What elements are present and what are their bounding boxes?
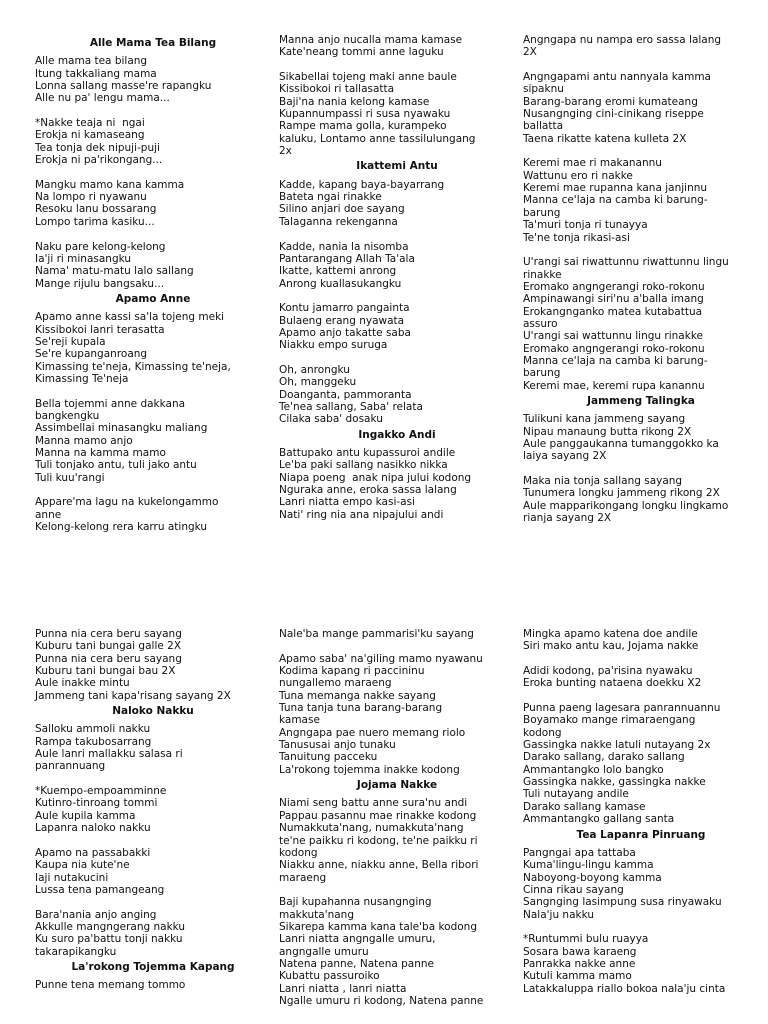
lyric-line: anne <box>35 508 62 521</box>
lyric-line: Maka nia tonja sallang sayang <box>523 475 683 488</box>
lyric-line: Nama' matu-matu lalo sallang <box>35 265 194 278</box>
lyric-line: Manna mamo anjo <box>35 434 133 447</box>
lyric-line: rinakke <box>523 268 562 281</box>
lyric-line: Kissibokoi ri tallasatta <box>279 83 395 96</box>
lyric-line: Niakku empo suruga <box>279 339 388 352</box>
lyric-line: Ta'muri tonja ri tunayya <box>523 219 648 232</box>
column-top-right <box>523 34 759 524</box>
lyric-line: Battupako antu kupassuroi andile <box>279 447 456 459</box>
lyric-line: Angngapami antu nannyala kamma <box>523 71 711 84</box>
lyric-line: barung <box>523 206 561 219</box>
lyric-line: Ikatte, kattemi anrong <box>279 265 397 278</box>
lyric-line: Eromako angngerangi roko-rokonu <box>523 280 705 293</box>
lyric-line: bangkengku <box>35 409 100 422</box>
lyric-line: Te'ne tonja rikasi-asi <box>523 231 630 244</box>
lyric-line: Angngapa nu nampa ero sassa lalang <box>523 34 722 46</box>
lyric-line: te'ne paikku ri kodong, te'ne paikku ri <box>279 834 478 847</box>
lyric-line: Kubattu passuroiko <box>279 970 380 983</box>
song-title: Ikattemi Antu <box>356 160 438 173</box>
stanza-gap <box>279 352 515 364</box>
stanza-gap <box>35 835 271 847</box>
lyric-line: Oh, anrongku <box>279 363 350 376</box>
lyric-line: Cinna rikau sayang <box>523 883 624 896</box>
lyric-line: Latakkaluppa riallo bokoa nala'ju cinta <box>523 982 726 995</box>
column-bottom-right <box>523 628 759 995</box>
stanza-gap <box>35 484 271 496</box>
lyric-line: Kadde, kapang baya-bayarrang <box>279 178 445 191</box>
lyric-line: Tuna memanga nakke sayang <box>279 689 436 702</box>
lyric-line: Tuli kuu'rangi <box>35 471 105 484</box>
lyric-line: Lussa tena pamangeang <box>35 883 165 896</box>
lyric-line: Assimbellai minasangku maliang <box>35 422 208 435</box>
lyric-line: Apamo saba' na'giling mamo nyawanu <box>279 652 483 665</box>
lyric-line: Aule mapparikongang longku lingkamo <box>523 499 729 512</box>
lyric-line: assuro <box>523 317 558 330</box>
lyric-line: Mange rijulu bangsaku... <box>35 277 165 290</box>
lyric-line: Nati' ring nia ana nipajului andi <box>279 508 444 521</box>
lyric-line: Kuburu tani bungai bau 2X <box>35 665 176 678</box>
lyric-line: Eroka bunting nataena doekku X2 <box>523 677 702 690</box>
stanza-gap <box>523 145 759 157</box>
lyric-line: kamase <box>279 714 320 727</box>
lyric-line: Eromako angngerangi roko-rokonu <box>523 342 705 355</box>
lyric-line: Keremi mae, keremi rupa kanannu <box>523 379 705 392</box>
lyric-line: Panrakka nakke anne <box>523 957 636 970</box>
stanza-gap <box>523 921 759 933</box>
lyric-line: Itung takkaliang mama <box>35 67 157 80</box>
lyric-line: Punna nia cera beru sayang <box>35 628 182 640</box>
lyric-line: Barang-barang eromi kumateang <box>523 95 698 108</box>
stanza-gap <box>35 166 271 178</box>
lyric-line: Tuli nutayang andile <box>523 788 629 801</box>
lyric-line: Niami seng battu anne sura'nu andi <box>279 797 468 810</box>
lyric-line: Lompo tarima kasiku... <box>35 215 155 228</box>
lyric-line: kodong <box>279 846 318 859</box>
lyric-line: takarapikangku <box>35 945 117 958</box>
lyric-line: Adidi kodong, pa'risina nyawaku <box>523 665 693 678</box>
column-bottom-left <box>35 628 271 992</box>
lyric-line: Pappau pasannu mae rinakke kodong <box>279 809 477 822</box>
lyric-line: Naku pare kelong-kelong <box>35 240 166 253</box>
lyric-line: Nale'ba mange pammarisi'ku sayang <box>279 628 474 640</box>
lyric-line: Jammeng tani kapa'risang sayang 2X <box>35 689 231 702</box>
stanza-gap <box>523 244 759 256</box>
lyric-line: Lapanra naloko nakku <box>35 822 151 835</box>
lyric-line: Lanri niatta , lanri niatta <box>279 982 407 995</box>
lyric-line: Gassingka nakke, gassingka nakke <box>523 776 706 789</box>
stanza-gap <box>523 690 759 702</box>
lyric-line: Tanususai anjo tunaku <box>279 739 396 752</box>
lyric-line: Kissibokoi lanri terasatta <box>35 323 165 336</box>
lyric-line: Tuli tonjako antu, tuli jako antu <box>35 459 197 472</box>
lyric-line: ballatta <box>523 120 564 133</box>
lyric-line: Silino anjari doe sayang <box>279 203 405 216</box>
lyric-line: Tea tonja dek nipuji-puji <box>35 141 160 154</box>
lyric-line: barung <box>523 367 561 380</box>
lyric-line: Lanri niatta angngalle umuru, <box>279 933 436 946</box>
lyric-line: Wattunu ero ri nakke <box>523 169 633 182</box>
lyric-line: Kimassing te'neja, Kimassing te'neja, <box>35 360 231 373</box>
lyric-line: angngalle umuru <box>279 945 369 958</box>
lyric-line: Rampe mama golla, kurampeko <box>279 120 447 133</box>
lyric-line: Darako sallang kamase <box>523 800 646 813</box>
lyric-line: Kadde, nania la nisomba <box>279 240 409 253</box>
lyric-line: Aule kupila kamma <box>35 809 136 822</box>
stanza-gap <box>35 773 271 785</box>
lyric-line: Le'ba paki sallang nasikko nikka <box>279 459 448 472</box>
lyric-line: Ia'ji ri minasangku <box>35 252 132 265</box>
lyric-line: Gassingka nakke latuli nutayang 2x <box>523 739 711 752</box>
lyric-line: Kelong-kelong rera karru atingku <box>35 521 208 534</box>
lyric-line: Kaupa nia kute'ne <box>35 859 130 872</box>
lyric-line: Bella tojemmi anne dakkana <box>35 397 186 410</box>
lyric-line: Pangngai apa tattaba <box>523 846 636 859</box>
lyric-line: nungallemo maraeng <box>279 677 392 690</box>
lyric-line: Kontu jamarro pangainta <box>279 302 410 315</box>
lyric-line: Alle nu pa' lengu mama... <box>35 92 170 105</box>
lyric-line: Baji kupahanna nusangnging <box>279 896 432 909</box>
lyric-line: Alle mama tea bilang <box>35 55 148 68</box>
column-top-middle <box>279 34 515 521</box>
lyric-line: Aule panggaukanna tumanggokko ka <box>523 438 719 450</box>
lyric-line: Manna anjo nucalla mama kamase <box>279 34 463 46</box>
lyric-line: panrannuang <box>35 760 106 773</box>
lyric-line: Aule lanri mallakku salasa ri <box>35 748 183 761</box>
lyric-line: Keremi mae rupanna kana janjinnu <box>523 182 708 195</box>
lyric-line: Iaji nutakucini <box>35 871 109 884</box>
stanza-gap <box>279 884 515 896</box>
lyric-line: Sikabellai tojeng maki anne baule <box>279 71 457 84</box>
lyric-line: Rampa takubosarrang <box>35 735 152 748</box>
song-title: Alle Mama Tea Bilang <box>89 37 217 49</box>
lyric-line: Aule inakke mintu <box>35 677 130 690</box>
song-title: Jammeng Talingka <box>587 394 695 407</box>
lyric-line: Bulaeng erang nyawata <box>279 314 405 327</box>
lyric-line: Kuburu tani bungai galle 2X <box>35 640 182 653</box>
stanza-gap <box>523 463 759 475</box>
lyric-line: Nala'ju nakku <box>523 908 595 921</box>
lyric-line: Tunumera longku jammeng rikong 2X <box>523 487 720 500</box>
lyric-line: Punne tena memang tommo <box>35 979 186 992</box>
stanza-gap <box>523 59 759 71</box>
lyric-line: Erokangnganko matea kutabattua <box>523 305 703 318</box>
lyric-line: 2X <box>523 46 537 59</box>
lyric-line: Se'reji kupala <box>35 335 106 348</box>
lyric-line: Manna na kamma mamo <box>35 447 166 459</box>
lyric-line: Kimassing Te'neja <box>35 372 129 385</box>
lyric-line: Nusangnging cini-cinikang riseppe <box>523 108 704 121</box>
lyric-line: Kodima kapang ri paccininu <box>279 665 425 678</box>
lyric-line: Apamo anne kassi sa'la tojeng meki <box>35 311 225 324</box>
lyric-line: Mangku mamo kana kamma <box>35 178 185 191</box>
stanza-gap <box>279 59 515 71</box>
song-title: Tea Lapanra Pinruang <box>576 828 706 841</box>
lyric-line: kodong <box>523 726 562 739</box>
stanza-gap <box>35 385 271 397</box>
lyric-line: Bateta ngai rinakke <box>279 191 382 204</box>
lyric-line: rianja sayang 2X <box>523 512 612 525</box>
stanza-gap <box>279 290 515 302</box>
lyric-line: Niakku anne, niakku anne, Bella ribori <box>279 859 479 872</box>
lyric-line: Naboyong-boyong kamma <box>523 871 662 884</box>
lyric-line: Ampinawangi siri'nu a'balla imang <box>523 293 704 306</box>
lyric-line: Kutuli kamma mamo <box>523 970 632 983</box>
lyric-line: Cilaka saba' dosaku <box>279 413 383 426</box>
lyric-line: Kupannumpassi ri susa nyawaku <box>279 108 451 121</box>
lyric-line: Anrong kuallasukangku <box>279 277 402 290</box>
lyric-line: Resoku lanu bossarang <box>35 203 157 216</box>
lyric-line: Siri mako antu kau, Jojama nakke <box>523 640 699 653</box>
stanza-gap <box>35 228 271 240</box>
lyric-line: La'rokong tojemma inakke kodong <box>279 763 460 776</box>
stanza-gap <box>35 896 271 908</box>
song-title: Ingakko Andi <box>358 428 436 441</box>
lyric-line: maraeng <box>279 871 327 884</box>
lyric-line: *Runtummi bulu ruayya <box>523 933 649 946</box>
lyric-line: Nipau manaung butta rikong 2X <box>523 425 692 438</box>
lyric-line: Mingka apamo katena doe andile <box>523 628 698 640</box>
lyric-line: Apamo anjo takatte saba <box>279 326 411 339</box>
lyric-line: laiya sayang 2X <box>523 450 607 463</box>
lyric-line: sipaknu <box>523 83 564 96</box>
lyric-line: 2x <box>279 145 292 158</box>
lyric-line: Erokja ni kamaseang <box>35 129 145 142</box>
lyric-line: *Kuempo-empoamminne <box>35 785 167 798</box>
lyric-line: Apamo na passabakki <box>35 846 151 859</box>
lyric-line: Pantarangang Allah Ta'ala <box>279 252 415 265</box>
lyric-line: Kate'neang tommi anne laguku <box>279 46 444 59</box>
lyric-line: Boyamako mange rimaraengang <box>523 714 696 727</box>
stanza-gap <box>279 640 515 652</box>
lyric-line: Erokja ni pa'rikongang... <box>35 154 163 167</box>
lyric-line: Angngapa pae nuero memang riolo <box>279 726 466 739</box>
lyric-line: Tanuitung pacceku <box>279 751 378 764</box>
lyric-line: *Nakke teaja ni ngai <box>35 117 145 130</box>
lyric-line: makkuta'nang <box>279 908 355 921</box>
lyric-line: Darako sallang, darako sallang <box>523 751 685 764</box>
stanza-gap <box>279 228 515 240</box>
lyric-line: U'rangi sai wattunnu lingu rinakke <box>523 330 703 343</box>
lyric-line: Sosara bawa karaeng <box>523 945 637 958</box>
song-title: Apamo Anne <box>115 292 191 305</box>
lyric-line: kaluku, Lontamo anne tassilulungang <box>279 132 476 145</box>
lyric-line: Punna nia cera beru sayang <box>35 652 182 665</box>
lyric-line: Doanganta, pammoranta <box>279 388 412 401</box>
lyric-line: Tuna tanja tuna barang-barang <box>279 702 443 715</box>
lyric-line: Ammantangko gallang santa <box>523 813 675 826</box>
lyric-line: Baji'na nania kelong kamase <box>279 95 430 108</box>
lyric-line: Kutinro-tinroang tommi <box>35 797 158 810</box>
lyric-line: Akkulle mangngerang nakku <box>35 920 186 933</box>
lyric-line: Ammantangko lolo bangko <box>523 763 664 776</box>
lyric-line: Lonna sallang masse're rapangku <box>35 80 212 93</box>
lyric-line: Ku suro pa'battu tonji nakku <box>35 933 183 946</box>
lyric-line: Manna ce'laja na camba ki barung- <box>523 354 708 367</box>
song-title: Naloko Nakku <box>112 705 194 718</box>
lyric-line: Salloku ammoli nakku <box>35 723 151 736</box>
column-top-left <box>35 34 271 533</box>
lyric-line: Numakkuta'nang, numakkuta'nang <box>279 822 464 835</box>
lyric-line: Se're kupanganroang <box>35 348 148 361</box>
lyric-line: U'rangi sai riwattunnu riwattunnu lingu <box>523 256 729 269</box>
lyric-line: Natena panne, Natena panne <box>279 957 434 970</box>
lyric-line: Keremi mae ri makanannu <box>523 157 662 170</box>
stanza-gap <box>35 105 271 117</box>
song-title: La'rokong Tojemma Kapang <box>71 960 235 973</box>
lyric-line: Lanri niatta empo kasi-asi <box>279 496 415 509</box>
lyric-line: Te'nea sallang, Saba' relata <box>279 400 423 413</box>
lyric-line: Sangnging lasimpung susa rinyawaku <box>523 896 722 909</box>
lyric-line: Tulikuni kana jammeng sayang <box>523 413 686 426</box>
lyric-line: Na lompo ri nyawanu <box>35 191 147 204</box>
column-bottom-middle <box>279 628 515 1007</box>
lyric-line: Bara'nania anjo anging <box>35 908 157 921</box>
lyric-line: Sikarepa kamma kana tale'ba kodong <box>279 920 478 933</box>
song-title: Jojama Nakke <box>356 779 438 792</box>
lyric-line: Appare'ma lagu na kukelongammo <box>35 496 219 509</box>
lyric-line: Ngalle umuru ri kodong, Natena panne <box>279 994 484 1007</box>
lyric-line: Oh, manggeku <box>279 376 357 389</box>
lyric-line: Kuma'lingu-lingu kamma <box>523 859 654 872</box>
lyric-line: Nguraka anne, eroka sassa lalang <box>279 484 457 497</box>
lyric-line: Manna ce'laja na camba ki barung- <box>523 194 708 207</box>
lyric-line: Niapa poeng anak nipa jului kodong <box>279 471 472 484</box>
lyric-line: Talaganna rekenganna <box>279 215 398 228</box>
lyric-line: Punna paeng lagesara panrannuannu <box>523 702 721 715</box>
lyric-line: Taena rikatte katena kulleta 2X <box>523 132 687 145</box>
stanza-gap <box>523 653 759 665</box>
